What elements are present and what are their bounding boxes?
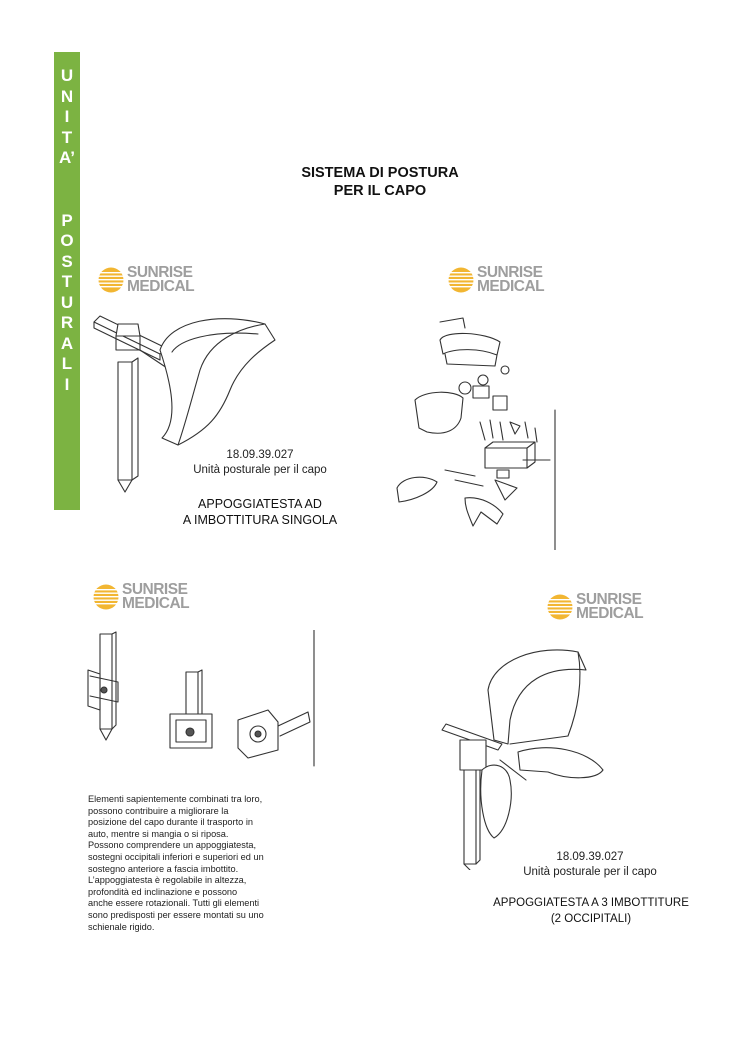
- description-line: Possono comprendere un appoggiatesta,: [88, 840, 257, 851]
- side-banner: [54, 52, 80, 510]
- page-title: [260, 164, 500, 200]
- sunrise-medical-logo: [93, 583, 189, 611]
- banner-letter: A: [60, 333, 74, 353]
- logo-line1: SUNRISE: [576, 591, 642, 608]
- banner-letter: U: [60, 66, 74, 85]
- description-line: possono contribuire a migliorare la: [88, 805, 229, 816]
- product1-code: 18.09.39.027: [226, 449, 294, 461]
- logo-line1: SUNRISE: [477, 264, 543, 281]
- product1-caption: [170, 448, 350, 478]
- sun-stripes-icon: [448, 267, 474, 293]
- three-pad-headrest-drawing: [438, 640, 628, 870]
- sunrise-medical-logo: [98, 266, 194, 294]
- description-line: sono predisposti per essere montati su uno: [88, 909, 264, 920]
- description-text: [88, 794, 318, 933]
- description-line: profondità ed inclinazione e possono: [88, 886, 238, 897]
- mounting-brackets-drawing: [80, 630, 320, 770]
- description-line: schienale rigido.: [88, 921, 155, 932]
- logo-line1: SUNRISE: [122, 581, 188, 598]
- banner-letter: T: [61, 272, 73, 291]
- logo-line2: MEDICAL: [477, 278, 545, 295]
- banner-letter: I: [64, 107, 70, 126]
- description-line: Elementi sapientemente combinati tra loro,: [88, 794, 263, 804]
- banner-letter: L: [61, 354, 73, 373]
- banner-letter: S: [61, 251, 73, 271]
- product2-code: 18.09.39.027: [556, 851, 624, 863]
- product2-name: [478, 895, 704, 927]
- logo-line2: MEDICAL: [127, 278, 195, 295]
- product2-subtitle: Unità posturale per il capo: [523, 866, 657, 878]
- logo-line2: MEDICAL: [122, 595, 190, 612]
- sun-stripes-icon: [93, 584, 119, 610]
- description-line: sostegni occipitali inferiori e superiori ed un: [88, 851, 264, 862]
- banner-letter: R: [60, 313, 74, 332]
- banner-letter: A’: [58, 148, 76, 167]
- page-title-line2: PER IL CAPO: [333, 183, 427, 199]
- product2-name-line2: (2 OCCIPITALI): [550, 913, 632, 925]
- sunrise-medical-logo: [547, 593, 643, 621]
- product1-name-line1: APPOGGIATESTA AD: [198, 497, 322, 511]
- product2-caption: [500, 850, 680, 880]
- logo-line1: SUNRISE: [127, 264, 193, 281]
- exploded-view-drawing: [385, 310, 560, 550]
- banner-letter: N: [60, 86, 74, 106]
- product2-name-line1: APPOGGIATESTA A 3 IMBOTTITURE: [493, 897, 689, 909]
- sun-stripes-icon: [547, 594, 573, 620]
- sun-stripes-icon: [98, 267, 124, 293]
- page-title-line1: SISTEMA DI POSTURA: [301, 165, 459, 181]
- banner-letter: T: [61, 127, 73, 147]
- banner-letter: I: [64, 374, 70, 394]
- product1-subtitle: Unità posturale per il capo: [193, 464, 327, 476]
- description-line: posizione del capo durante il trasporto in: [88, 817, 253, 828]
- banner-letter: U: [60, 292, 74, 312]
- description-line: auto, mentre si mangia o si riposa.: [88, 828, 229, 839]
- banner-letter: O: [60, 231, 74, 250]
- sunrise-medical-logo: [448, 266, 544, 294]
- banner-letter: P: [61, 210, 73, 230]
- product1-name-line2: A IMBOTTITURA SINGOLA: [182, 513, 338, 527]
- description-line: L’appoggiatesta è regolabile in altezza,: [88, 875, 247, 886]
- description-line: sostegno anteriore a fascia imbottito.: [88, 863, 239, 874]
- description-line: anche essere rotazionali. Tutti gli elementi: [88, 898, 260, 909]
- product1-name: [160, 496, 360, 528]
- logo-line2: MEDICAL: [576, 605, 644, 622]
